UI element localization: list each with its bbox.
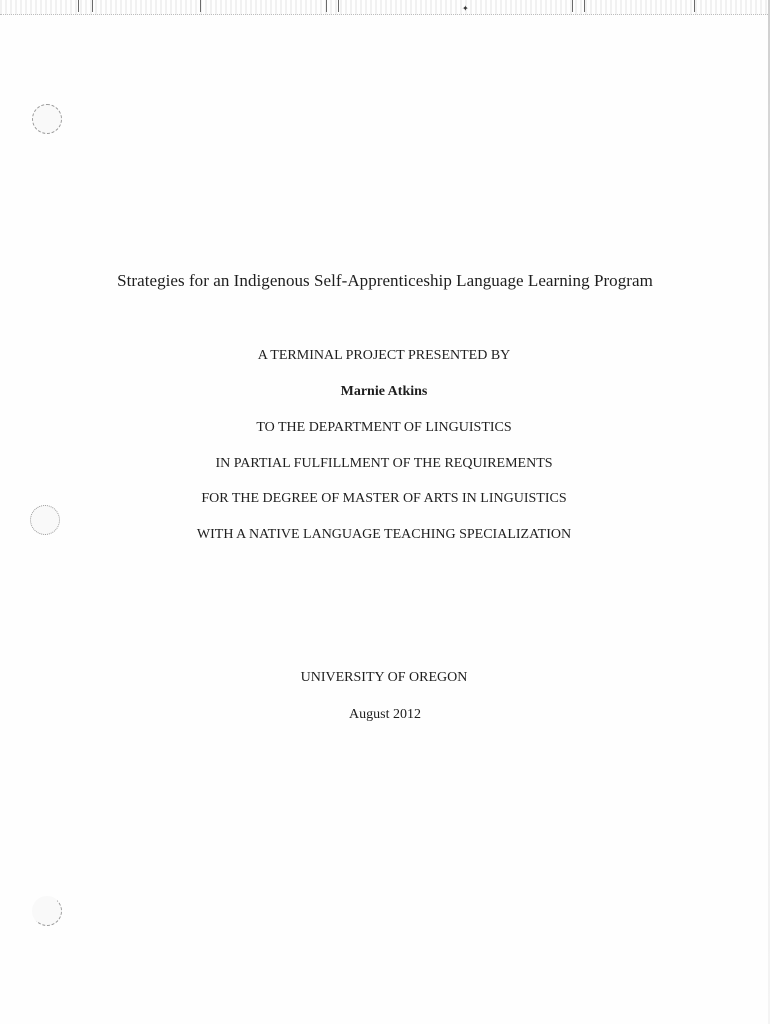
scan-tick-mark <box>338 0 339 12</box>
scan-tick-mark <box>78 0 79 12</box>
specialization-line: WITH A NATIVE LANGUAGE TEACHING SPECIALIZATION <box>196 527 572 542</box>
scan-tick-mark <box>572 0 573 12</box>
document-title: Strategies for an Indigenous Self-Apprenticeship Language Learning Program <box>117 271 653 290</box>
scan-tick-mark <box>92 0 93 12</box>
scan-speck-icon: ✦ <box>462 4 469 13</box>
fulfillment-line: IN PARTIAL FULFILLMENT OF THE REQUIREMENTS <box>215 456 553 471</box>
university-name: UNIVERSITY OF OREGON <box>300 670 468 685</box>
scan-tick-mark <box>694 0 695 12</box>
degree-line: FOR THE DEGREE OF MASTER OF ARTS IN LINGUISTICS <box>201 491 567 506</box>
scan-tick-mark <box>200 0 201 12</box>
scan-tick-mark <box>584 0 585 12</box>
author-name: Marnie Atkins <box>340 384 428 399</box>
department-line: TO THE DEPARTMENT OF LINGUISTICS <box>256 420 512 435</box>
scan-tick-mark <box>326 0 327 12</box>
presented-by-line: A TERMINAL PROJECT PRESENTED BY <box>257 348 511 363</box>
punch-hole-icon <box>32 104 62 134</box>
scan-artifact-strip <box>0 0 770 15</box>
submission-date: August 2012 <box>349 707 421 722</box>
punch-hole-icon <box>32 896 62 926</box>
